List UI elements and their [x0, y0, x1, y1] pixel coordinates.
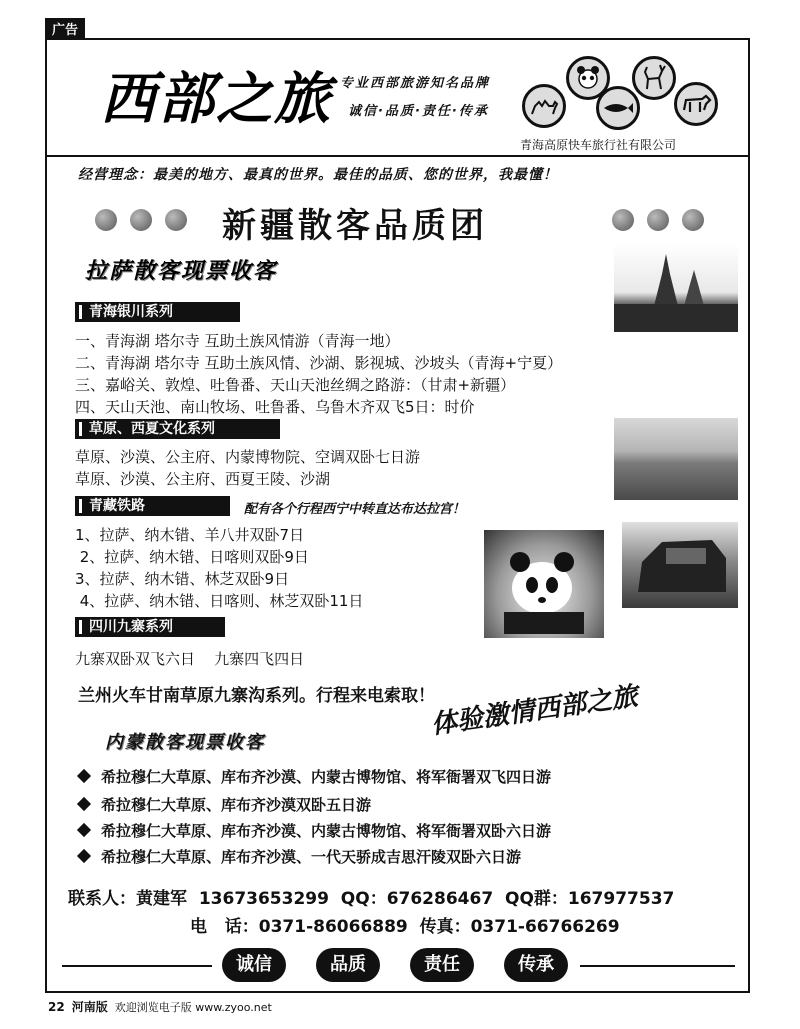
potala-photo — [622, 522, 738, 608]
qingzang-note: 配有各个行程西宁中转直达布达拉宫！ — [244, 502, 466, 517]
badge-heritage: 传承 — [504, 948, 568, 982]
stupa-photo — [614, 244, 738, 332]
decor-dot — [130, 209, 152, 231]
yak-icon — [674, 82, 718, 126]
qinghai-line: 二、青海湖 塔尔寺 互助土族风情、沙湖、影视城、沙坡头（青海+宁夏） — [75, 354, 563, 372]
slogan-line1: 专业西部旅游知名品牌 — [340, 76, 491, 91]
antelope-icon — [632, 56, 676, 100]
qingzang-line: 3、拉萨、纳木错、林芝双卧9日 — [75, 570, 290, 588]
qingzang-line: 2、拉萨、纳木错、日喀则双卧9日 — [75, 548, 309, 566]
sichuan-line: 九寨双卧双飞六日 九寨四飞四日 — [75, 650, 305, 668]
qinghai-line: 四、天山天池、南山牧场、吐鲁番、乌鲁木齐双飞5日：时价 — [75, 398, 475, 416]
grassland-line: 草原、沙漠、公主府、西夏王陵、沙湖 — [75, 470, 331, 488]
section-qingzang-title: 青藏铁路 — [75, 496, 230, 516]
neimeng-item: 希拉穆仁大草原、库布齐沙漠、内蒙古博物馆、将军衙署双飞四日游 — [75, 766, 551, 787]
diamond-icon — [77, 849, 91, 863]
footer-link-text[interactable]: 欢迎浏览电子版 www.zyoo.net — [114, 1001, 272, 1014]
grassland-line: 草原、沙漠、公主府、内蒙博物院、空调双卧七日游 — [75, 448, 421, 466]
lhasa-title: 拉萨散客现票收客 — [85, 259, 278, 284]
neimeng-item: 希拉穆仁大草原、库布齐沙漠、一代天骄成吉思汗陵双卧六日游 — [75, 846, 521, 867]
footer-divider-left — [62, 965, 212, 967]
grassland-photo — [614, 418, 738, 500]
neimeng-item: 希拉穆仁大草原、库布齐沙漠、内蒙古博物馆、将军衙署双卧六日游 — [75, 820, 551, 841]
qinghai-line: 一、青海湖 塔尔寺 互助土族风情游（青海一地） — [75, 332, 400, 350]
brush-slogan: 体验激情西部之旅 — [429, 681, 640, 741]
company-name: 青海高原快车旅行社有限公司 — [520, 138, 677, 152]
decor-dot — [682, 209, 704, 231]
slogan-line2: 诚信·品质·责任·传承 — [348, 104, 489, 119]
diamond-icon — [77, 797, 91, 811]
page-footer — [48, 998, 272, 1015]
section-sichuan-title: 四川九寨系列 — [75, 617, 225, 637]
page-number: 22 — [48, 1000, 65, 1014]
lanzhou-banner: 兰州火车甘南草原九寨沟系列。行程来电索取！ — [78, 686, 435, 706]
qingzang-line: 4、拉萨、纳木错、日喀则、林芝双卧11日 — [75, 592, 364, 610]
decor-dot — [647, 209, 669, 231]
neimeng-title: 内蒙散客现票收客 — [105, 732, 265, 753]
section-grassland-title: 草原、西夏文化系列 — [75, 419, 280, 439]
badge-integrity: 诚信 — [222, 948, 286, 982]
contact-phone: 电 话：0371-86066889 传真：0371-66766269 — [190, 917, 620, 937]
qinghai-line: 三、嘉峪关、敦煌、吐鲁番、天山天池丝绸之路游：（甘肃+新疆） — [75, 376, 516, 394]
contact-person: 联系人：黄建军 13673653299 QQ：676286467 QQ群：167977537 — [68, 889, 675, 909]
decor-dot — [612, 209, 634, 231]
badge-quality: 品质 — [316, 948, 380, 982]
footer-divider-right — [580, 965, 735, 967]
section-qinghai-title: 青海银川系列 — [75, 302, 240, 322]
neimeng-item: 希拉穆仁大草原、库布齐沙漠双卧五日游 — [75, 794, 371, 815]
panda-photo — [484, 530, 604, 638]
diamond-icon — [77, 769, 91, 783]
decor-dot — [95, 209, 117, 231]
edition-label: 河南版 — [71, 1000, 108, 1014]
camel-icon — [522, 84, 566, 128]
decor-dot — [165, 209, 187, 231]
business-motto: 经营理念：最美的地方、最真的世界。最佳的品质、您的世界，我最懂！ — [78, 167, 558, 183]
header-divider — [47, 155, 748, 157]
badge-responsibility: 责任 — [410, 948, 474, 982]
main-title: 新疆散客品质团 — [222, 206, 488, 246]
qingzang-line: 1、拉萨、纳木错、羊八井双卧7日 — [75, 526, 305, 544]
brand-logo: 西部之旅 — [100, 66, 332, 132]
diamond-icon — [77, 823, 91, 837]
fish-icon — [596, 86, 640, 130]
ad-tag: 广告 — [45, 18, 85, 39]
